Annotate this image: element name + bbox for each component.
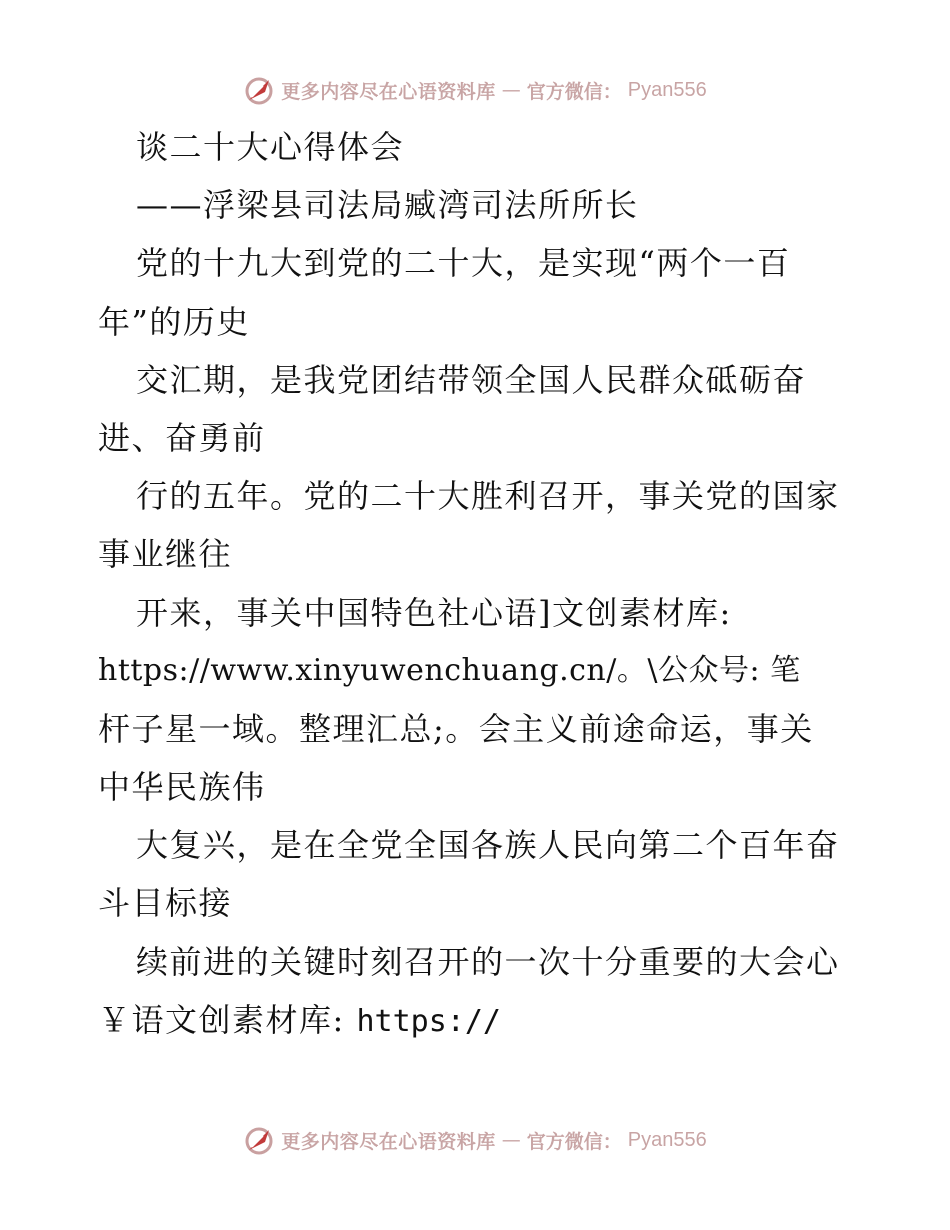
paragraph-line: 中华民族伟: [98, 768, 266, 807]
paragraph-line: 交汇期，是我党团结带领全国人民群众砥砺奋: [136, 360, 807, 399]
url-line: https://www.xinyuwenchuang.cn/。\公众号: 笔: [98, 652, 801, 688]
paragraph-line: 续前进的关键时刻召开的一次十分重要的大会心: [136, 942, 840, 981]
footer-watermark-banner: [0, 1120, 950, 1160]
library-label: ￥语文创素材库:: [98, 1000, 357, 1039]
banner-wechat-id: Pyan556: [627, 78, 707, 101]
paragraph-line: 杆子星一域。整理汇总;。会主义前途命运，事关: [98, 709, 814, 748]
banner-wechat-label: 官方微信：: [526, 80, 622, 103]
paragraph-line: 党的十九大到党的二十大，是实现“两个一百: [136, 244, 791, 283]
banner-dash: —: [501, 1129, 521, 1151]
paragraph-line: 行的五年。党的二十大胜利召开，事关党的国家: [136, 477, 840, 516]
paragraph-line: 进、奋勇前: [98, 418, 266, 457]
paragraph-line: 大复兴，是在全党全国各族人民向第二个百年奋: [136, 826, 840, 865]
banner-wechat-label: 官方微信：: [526, 1130, 622, 1153]
document-subtitle: ——浮梁县司法局臧湾司法所所长: [136, 186, 639, 225]
paragraph-line: [98, 991, 868, 1049]
paragraph-line: 年”的历史: [98, 302, 250, 341]
header-watermark-banner: [0, 70, 950, 110]
paragraph-line: 斗目标接: [98, 884, 233, 923]
banner-dash: —: [501, 79, 521, 101]
paragraph-line: 事业继往: [98, 535, 233, 574]
document-body: [98, 118, 868, 1049]
url-fragment: https://: [356, 1003, 501, 1039]
banner-slogan: 更多内容尽在心语资料库: [281, 80, 496, 103]
banner-wechat-id: Pyan556: [627, 1128, 707, 1151]
quill-logo-icon: [243, 74, 275, 106]
paragraph-line: 开来，事关中国特色社心语]文创素材库:: [136, 593, 732, 632]
banner-slogan: 更多内容尽在心语资料库: [281, 1130, 496, 1153]
quill-logo-icon: [243, 1124, 275, 1156]
document-title: 谈二十大心得体会: [136, 128, 405, 166]
